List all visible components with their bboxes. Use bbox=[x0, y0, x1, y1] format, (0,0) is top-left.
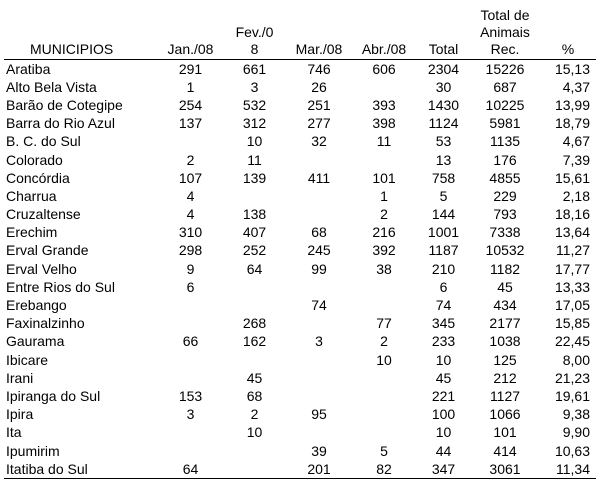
header-fev-08: Fev./0 8 bbox=[222, 2, 287, 60]
total-cell: 233 bbox=[431, 333, 456, 350]
fev-08-cell: 45 bbox=[246, 369, 263, 386]
jan-08-cell: 9 bbox=[186, 260, 195, 277]
percent-cell: 4,37 bbox=[562, 78, 590, 95]
total-animais-rec-cell: 176 bbox=[493, 151, 517, 168]
abr-08-cell: 101 bbox=[372, 169, 396, 186]
mar-08-cell: 99 bbox=[311, 260, 327, 277]
total-animais-rec-cell: 125 bbox=[493, 351, 517, 368]
abr-08-cell: 11 bbox=[376, 133, 392, 150]
percent-cell: 19,61 bbox=[554, 387, 590, 404]
total-animais-rec-cell: 10225 bbox=[485, 96, 525, 113]
municipio-cell: Colorado bbox=[6, 151, 63, 168]
total-cell: 345 bbox=[431, 315, 456, 332]
fev-08-cell: 139 bbox=[242, 169, 267, 186]
mar-08-cell: 26 bbox=[311, 78, 327, 95]
document-page bbox=[4, 2, 596, 479]
fev-08-cell bbox=[222, 442, 287, 460]
total-cell: 1124 bbox=[428, 115, 459, 132]
abr-08-cell bbox=[351, 278, 417, 296]
mar-08-cell bbox=[287, 278, 351, 296]
percent-cell: 22,45 bbox=[554, 333, 590, 350]
percent-cell: 2,18 bbox=[562, 187, 590, 204]
table-row bbox=[4, 96, 596, 114]
jan-08-cell: 310 bbox=[178, 224, 203, 241]
municipio-cell: Charrua bbox=[6, 187, 57, 204]
jan-08-cell: 4 bbox=[186, 206, 195, 223]
jan-08-cell bbox=[159, 442, 222, 460]
municipio-cell: Barão de Cotegipe bbox=[6, 96, 123, 113]
total-animais-rec-cell: 1127 bbox=[489, 387, 521, 404]
mar-08-cell: 39 bbox=[311, 442, 327, 459]
mar-08-cell: 411 bbox=[307, 169, 331, 186]
table-row bbox=[4, 351, 596, 369]
table-row bbox=[4, 460, 596, 479]
table-row bbox=[4, 315, 596, 333]
total-cell: 1001 bbox=[427, 224, 460, 241]
table-body bbox=[4, 60, 596, 479]
jan-08-cell bbox=[159, 369, 222, 387]
mar-08-cell bbox=[287, 369, 351, 387]
animals-by-municipality-table bbox=[4, 2, 596, 479]
mar-08-cell bbox=[287, 151, 351, 169]
municipio-cell: Concórdia bbox=[6, 169, 70, 186]
total-cell: 5 bbox=[439, 187, 448, 204]
jan-08-cell: 1 bbox=[186, 78, 195, 95]
abr-08-cell: 77 bbox=[376, 315, 392, 332]
header-jan-08: Jan./08 bbox=[159, 2, 222, 60]
table-row bbox=[4, 424, 596, 442]
total-animais-rec-cell: 229 bbox=[493, 187, 517, 204]
total-animais-rec-cell: 793 bbox=[493, 206, 517, 223]
total-animais-rec-cell: 15226 bbox=[485, 60, 525, 77]
percent-cell: 21,23 bbox=[554, 369, 590, 386]
table-row bbox=[4, 296, 596, 314]
table-row bbox=[4, 406, 596, 424]
abr-08-cell bbox=[351, 406, 417, 424]
percent-cell: 15,85 bbox=[554, 315, 590, 332]
fev-08-cell: 3 bbox=[250, 78, 259, 95]
mar-08-cell: 245 bbox=[307, 242, 331, 259]
percent-cell: 9,38 bbox=[562, 406, 590, 423]
abr-08-cell: 5 bbox=[380, 442, 388, 459]
percent-cell: 11,27 bbox=[556, 242, 590, 259]
table-row bbox=[4, 169, 596, 187]
jan-08-cell bbox=[159, 315, 222, 333]
jan-08-cell: 66 bbox=[182, 333, 199, 350]
total-cell: 13 bbox=[435, 151, 452, 168]
total-cell: 100 bbox=[431, 406, 456, 423]
total-animais-rec-cell: 414 bbox=[493, 442, 517, 459]
jan-08-cell bbox=[159, 351, 222, 369]
mar-08-cell bbox=[287, 424, 351, 442]
abr-08-cell: 606 bbox=[372, 60, 396, 77]
mar-08-cell: 74 bbox=[311, 297, 327, 314]
table-row bbox=[4, 151, 596, 169]
total-cell: 144 bbox=[431, 206, 456, 223]
abr-08-cell: 1 bbox=[380, 187, 388, 204]
abr-08-cell: 2 bbox=[380, 206, 388, 223]
mar-08-cell: 251 bbox=[307, 96, 331, 113]
mar-08-cell: 32 bbox=[311, 133, 327, 150]
percent-cell: 10,63 bbox=[554, 442, 590, 459]
fev-08-cell: 2 bbox=[250, 406, 259, 423]
municipio-cell: Irani bbox=[6, 369, 34, 386]
header-percent: % bbox=[540, 2, 596, 60]
total-animais-rec-cell: 7338 bbox=[489, 224, 521, 241]
percent-cell: 17,05 bbox=[554, 297, 590, 314]
municipio-cell: Aratiba bbox=[6, 60, 51, 77]
mar-08-cell bbox=[287, 315, 351, 333]
percent-cell: 7,39 bbox=[562, 151, 590, 168]
mar-08-cell: 68 bbox=[311, 224, 327, 241]
municipio-cell: B. C. do Sul bbox=[6, 133, 81, 150]
fev-08-cell bbox=[222, 187, 287, 205]
abr-08-cell: 392 bbox=[372, 242, 396, 259]
total-cell: 221 bbox=[431, 387, 456, 404]
total-cell: 1187 bbox=[428, 242, 459, 259]
abr-08-cell bbox=[351, 296, 417, 314]
jan-08-cell bbox=[159, 424, 222, 442]
percent-cell: 11,34 bbox=[540, 460, 596, 479]
percent-cell: 18,79 bbox=[554, 115, 590, 132]
mar-08-cell bbox=[287, 187, 351, 205]
percent-cell: 13,64 bbox=[554, 224, 590, 241]
fev-08-cell bbox=[222, 296, 287, 314]
total-animais-rec-cell: 1135 bbox=[489, 133, 521, 150]
jan-08-cell: 153 bbox=[178, 387, 203, 404]
jan-08-cell bbox=[159, 133, 222, 151]
mar-08-cell bbox=[287, 387, 351, 405]
total-animais-rec-cell: 3061 bbox=[470, 460, 540, 479]
fev-08-cell: 312 bbox=[242, 115, 267, 132]
fev-08-cell: 10 bbox=[246, 133, 263, 150]
jan-08-cell: 2 bbox=[186, 151, 195, 168]
abr-08-cell: 398 bbox=[372, 115, 396, 132]
abr-08-cell: 10 bbox=[376, 351, 392, 368]
table-row bbox=[4, 78, 596, 96]
fev-08-cell: 162 bbox=[242, 333, 267, 350]
header-mar-08: Mar./08 bbox=[287, 2, 351, 60]
percent-cell: 15,13 bbox=[554, 60, 590, 77]
municipio-cell: Ipiranga do Sul bbox=[6, 387, 101, 404]
fev-08-cell: 138 bbox=[242, 206, 267, 223]
total-cell: 10 bbox=[435, 424, 452, 441]
municipio-cell: Erechim bbox=[6, 224, 58, 241]
header-row bbox=[4, 2, 596, 60]
jan-08-cell: 107 bbox=[178, 169, 203, 186]
table-row bbox=[4, 333, 596, 351]
total-cell: 30 bbox=[435, 78, 452, 95]
jan-08-cell: 64 bbox=[159, 460, 222, 479]
municipio-cell: Ita bbox=[6, 424, 22, 441]
table-row bbox=[4, 60, 596, 79]
total-cell: 53 bbox=[435, 133, 452, 150]
percent-cell: 15,61 bbox=[554, 169, 590, 186]
total-animais-rec-cell: 1066 bbox=[489, 406, 521, 423]
table-row bbox=[4, 242, 596, 260]
fev-08-cell: 407 bbox=[242, 224, 267, 241]
total-animais-rec-cell: 434 bbox=[493, 297, 517, 314]
percent-cell: 13,99 bbox=[554, 96, 590, 113]
total-cell: 44 bbox=[435, 442, 452, 459]
mar-08-cell bbox=[287, 206, 351, 224]
mar-08-cell bbox=[287, 351, 351, 369]
percent-cell: 4,67 bbox=[562, 133, 590, 150]
total-animais-rec-cell: 10532 bbox=[485, 242, 525, 259]
municipio-cell: Ibicare bbox=[6, 351, 49, 368]
table-row bbox=[4, 442, 596, 460]
municipio-cell: Gaurama bbox=[6, 333, 65, 350]
municipio-cell: Entre Rios do Sul bbox=[6, 278, 115, 295]
mar-08-cell: 95 bbox=[311, 406, 327, 423]
percent-cell: 13,33 bbox=[554, 278, 590, 295]
total-animais-rec-cell: 101 bbox=[493, 424, 517, 441]
total-cell: 1430 bbox=[427, 96, 460, 113]
total-cell: 74 bbox=[435, 297, 452, 314]
municipio-cell: Erebango bbox=[6, 297, 67, 314]
total-cell: 210 bbox=[431, 260, 456, 277]
mar-08-cell: 746 bbox=[307, 60, 331, 77]
abr-08-cell bbox=[351, 387, 417, 405]
header-total-animais-rec: Total de Animais Rec. bbox=[470, 2, 540, 60]
total-animais-rec-cell: 4855 bbox=[489, 169, 521, 186]
municipio-cell: Erval Velho bbox=[6, 260, 77, 277]
mar-08-cell: 3 bbox=[315, 333, 323, 350]
jan-08-cell: 3 bbox=[186, 406, 195, 423]
fev-08-cell: 11 bbox=[247, 151, 262, 168]
percent-cell: 18,16 bbox=[554, 206, 590, 223]
abr-08-cell bbox=[351, 369, 417, 387]
total-cell: 2304 bbox=[427, 60, 460, 77]
jan-08-cell: 291 bbox=[178, 60, 203, 77]
fev-08-cell bbox=[222, 351, 287, 369]
fev-08-cell: 64 bbox=[246, 260, 263, 277]
total-cell: 6 bbox=[439, 278, 448, 295]
jan-08-cell: 298 bbox=[178, 242, 203, 259]
table-row bbox=[4, 387, 596, 405]
municipio-cell: Ipumirim bbox=[6, 442, 60, 459]
fev-08-cell: 532 bbox=[242, 96, 267, 113]
total-cell: 347 bbox=[417, 460, 470, 479]
municipio-cell: Barra do Rio Azul bbox=[6, 115, 115, 132]
abr-08-cell: 393 bbox=[372, 96, 396, 113]
municipio-cell: Itatiba do Sul bbox=[4, 460, 159, 479]
fev-08-cell: 10 bbox=[246, 424, 263, 441]
municipio-cell: Alto Bela Vista bbox=[6, 78, 97, 95]
jan-08-cell: 137 bbox=[178, 115, 203, 132]
fev-08-cell: 661 bbox=[242, 60, 267, 77]
abr-08-cell bbox=[351, 151, 417, 169]
abr-08-cell bbox=[351, 78, 417, 96]
table-row bbox=[4, 369, 596, 387]
total-animais-rec-cell: 2177 bbox=[489, 315, 521, 332]
total-cell: 758 bbox=[431, 169, 456, 186]
jan-08-cell: 254 bbox=[178, 96, 203, 113]
mar-08-cell: 201 bbox=[287, 460, 351, 479]
total-cell: 45 bbox=[435, 369, 452, 386]
fev-08-cell: 268 bbox=[242, 315, 267, 332]
table-row bbox=[4, 115, 596, 133]
fev-08-cell bbox=[222, 278, 287, 296]
total-animais-rec-cell: 687 bbox=[493, 78, 517, 95]
municipio-cell: Ipira bbox=[6, 406, 34, 423]
mar-08-cell: 277 bbox=[307, 115, 331, 132]
fev-08-cell bbox=[222, 460, 287, 479]
municipio-cell: Faxinalzinho bbox=[6, 315, 85, 332]
abr-08-cell: 82 bbox=[351, 460, 417, 479]
abr-08-cell: 2 bbox=[380, 333, 388, 350]
municipio-cell: Erval Grande bbox=[6, 242, 89, 259]
table-row bbox=[4, 278, 596, 296]
table-row bbox=[4, 133, 596, 151]
abr-08-cell: 38 bbox=[376, 260, 392, 277]
total-animais-rec-cell: 5981 bbox=[489, 115, 521, 132]
municipio-cell: Cruzaltense bbox=[6, 206, 81, 223]
table-row bbox=[4, 260, 596, 278]
jan-08-cell: 4 bbox=[186, 187, 195, 204]
total-animais-rec-cell: 1038 bbox=[489, 333, 521, 350]
table-row bbox=[4, 187, 596, 205]
abr-08-cell bbox=[351, 424, 417, 442]
jan-08-cell: 6 bbox=[186, 278, 195, 295]
total-cell: 10 bbox=[435, 351, 452, 368]
total-animais-rec-cell: 1182 bbox=[489, 260, 521, 277]
table-row bbox=[4, 206, 596, 224]
header-abr-08: Abr./08 bbox=[351, 2, 417, 60]
percent-cell: 9,90 bbox=[562, 424, 590, 441]
header-total: Total bbox=[417, 2, 470, 60]
percent-cell: 17,77 bbox=[554, 260, 590, 277]
abr-08-cell: 216 bbox=[372, 224, 396, 241]
percent-cell: 8,00 bbox=[562, 351, 590, 368]
total-animais-rec-cell: 212 bbox=[493, 369, 517, 386]
jan-08-cell bbox=[159, 296, 222, 314]
fev-08-cell: 68 bbox=[246, 387, 263, 404]
fev-08-cell: 252 bbox=[242, 242, 267, 259]
total-animais-rec-cell: 45 bbox=[497, 278, 513, 295]
table-header bbox=[4, 2, 596, 60]
header-municipios: MUNICIPIOS bbox=[4, 2, 159, 60]
table-row bbox=[4, 224, 596, 242]
